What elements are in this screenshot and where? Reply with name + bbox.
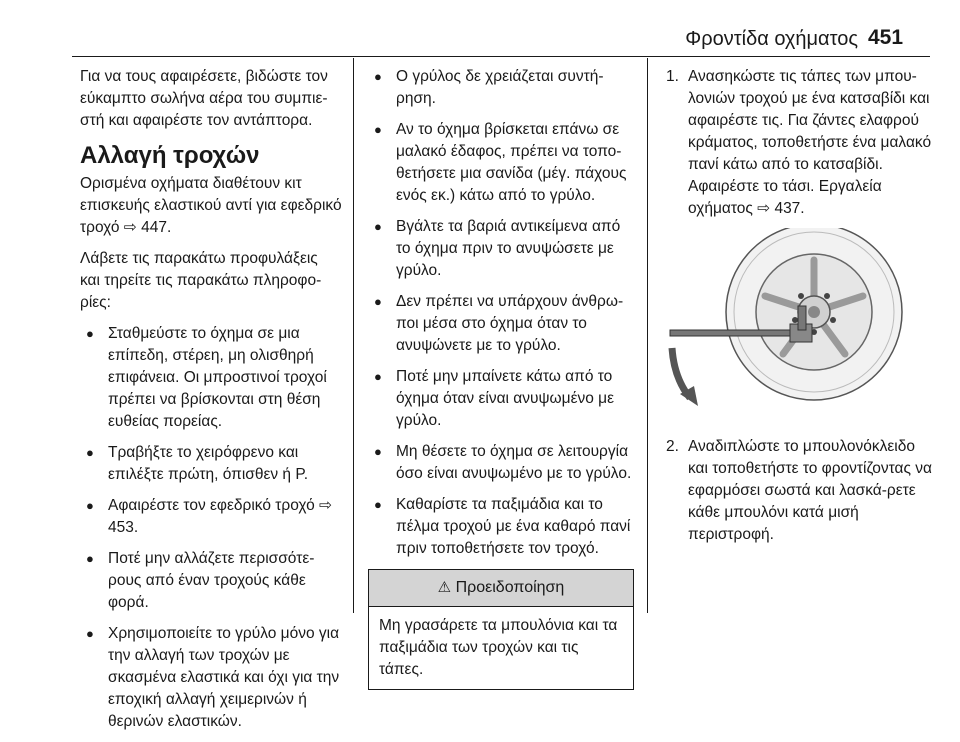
steps-list-continued	[664, 436, 932, 546]
step-text: Ανασηκώστε τις τάπες των μπου-λονιών τροχού με ένα κατσαβίδι και αφαιρέστε τις. Για ζάντες ελαφρού κράματος, τοποθετήστε ένα μαλακό πανί κάτω από το κατσαβίδι. Αφαιρέστε το τάσι. Εργαλεία οχήματος ⇨ 437.	[688, 68, 932, 217]
warning-icon: ⚠	[437, 579, 452, 596]
precautions-list	[80, 323, 342, 733]
list-item: ● Καθαρίστε τα παξιμάδια και το πέλμα τροχού με ένα καθαρό πανί πριν τοποθετήσετε τον τροχό.	[368, 494, 634, 560]
jack-safety-list	[368, 66, 634, 560]
list-item: ● Μη θέσετε το όχημα σε λειτουργία όσο είναι ανυψωμένο με το γρύλο.	[368, 441, 634, 485]
page-number: 451	[868, 26, 904, 49]
list-item: ● Ο γρύλος δε χρειάζεται συντή-ρηση.	[368, 66, 634, 110]
column-2	[368, 66, 634, 690]
list-item: ● Σταθμεύστε το όχημα σε μια επίπεδη, στέρεη, μη ολισθηρή επιφάνεια. Οι μπροστινοί τροχοί πρέπει να βρίσκονται στη θέση ευθείας πορείας.	[80, 323, 342, 433]
header-rule	[72, 56, 930, 57]
step-item	[664, 66, 932, 220]
wheel-illustration-svg	[664, 228, 932, 420]
column-divider-2	[647, 58, 648, 613]
section-heading: Αλλαγή τροχών	[80, 142, 260, 169]
column-1	[80, 66, 342, 742]
list-item: ● Χρησιμοποιείτε το γρύλο μόνο για την αλλαγή των τροχών με σκασμένα ελαστικά και όχι για την εποχική αλλαγή χειμερινών ή θερινών ελαστικών.	[80, 623, 342, 733]
precautions-paragraph: Λάβετε τις παρακάτω προφυλάξεις και τηρείτε τις παρακάτω πληροφο-ρίες:	[80, 250, 322, 311]
tire-icon	[726, 228, 902, 400]
list-item: ● Βγάλτε τα βαριά αντικείμενα από το όχημα πριν το ανυψώσετε με γρύλο.	[368, 216, 634, 282]
warning-title: Προειδοποίηση	[455, 579, 565, 596]
list-item: ● Ποτέ μην αλλάζετε περισσότε-ρους από έναν τροχούς κάθε φορά.	[80, 548, 342, 614]
list-item: ● Δεν πρέπει να υπάρχουν άνθρω-ποι μέσα στο όχημα όταν το ανυψώνετε με το γρύλο.	[368, 291, 634, 357]
list-item: ● Αν το όχημα βρίσκεται επάνω σε μαλακό έδαφος, πρέπει να τοπο-θετήσετε μια σανίδα (μέγ. πάχους ενός εκ.) κάτω από το γρύλο.	[368, 119, 634, 207]
column-divider-1	[353, 58, 354, 613]
steps-list	[664, 66, 932, 220]
warning-box	[368, 569, 634, 690]
step-text: Αναδιπλώστε το μπουλονόκλειδο και τοποθετήστε το φροντίζοντας να εφαρμόσει σωστά και λασκά-ρετε κάθε μπουλόνι κατά μισή περιστροφή.	[688, 438, 933, 543]
step-item	[664, 436, 932, 546]
kit-paragraph: Ορισμένα οχήματα διαθέτουν κιτ επισκευής ελαστικού αντί για εφεδρικό τροχό ⇨ 447.	[80, 175, 342, 236]
step-number: 1.	[666, 68, 679, 85]
list-item: ● Ποτέ μην μπαίνετε κάτω από το όχημα όταν είναι ανυψωμένο με γρύλο.	[368, 366, 634, 432]
section-title: Φροντίδα οχήματος	[685, 28, 858, 50]
list-item: ● Αφαιρέστε τον εφεδρικό τροχό ⇨ 453.	[80, 495, 342, 539]
warning-text: Μη γρασάρετε τα μπουλόνια και τα παξιμάδια των τροχών και τις τάπες.	[379, 617, 618, 678]
step-number: 2.	[666, 438, 679, 455]
wheel-wrench-illustration	[664, 228, 932, 420]
column-3	[664, 66, 932, 554]
intro-paragraph: Για να τους αφαιρέσετε, βιδώστε τον εύκαμπτο σωλήνα αέρα του συμπιε-στή και αφαιρέστε τον αντάπτορα.	[80, 68, 328, 129]
warning-header	[369, 570, 633, 607]
rotation-arrow-icon	[672, 348, 698, 406]
list-item: ● Τραβήξτε το χειρόφρενο και επιλέξτε πρώτη, όπισθεν ή P.	[80, 442, 342, 486]
